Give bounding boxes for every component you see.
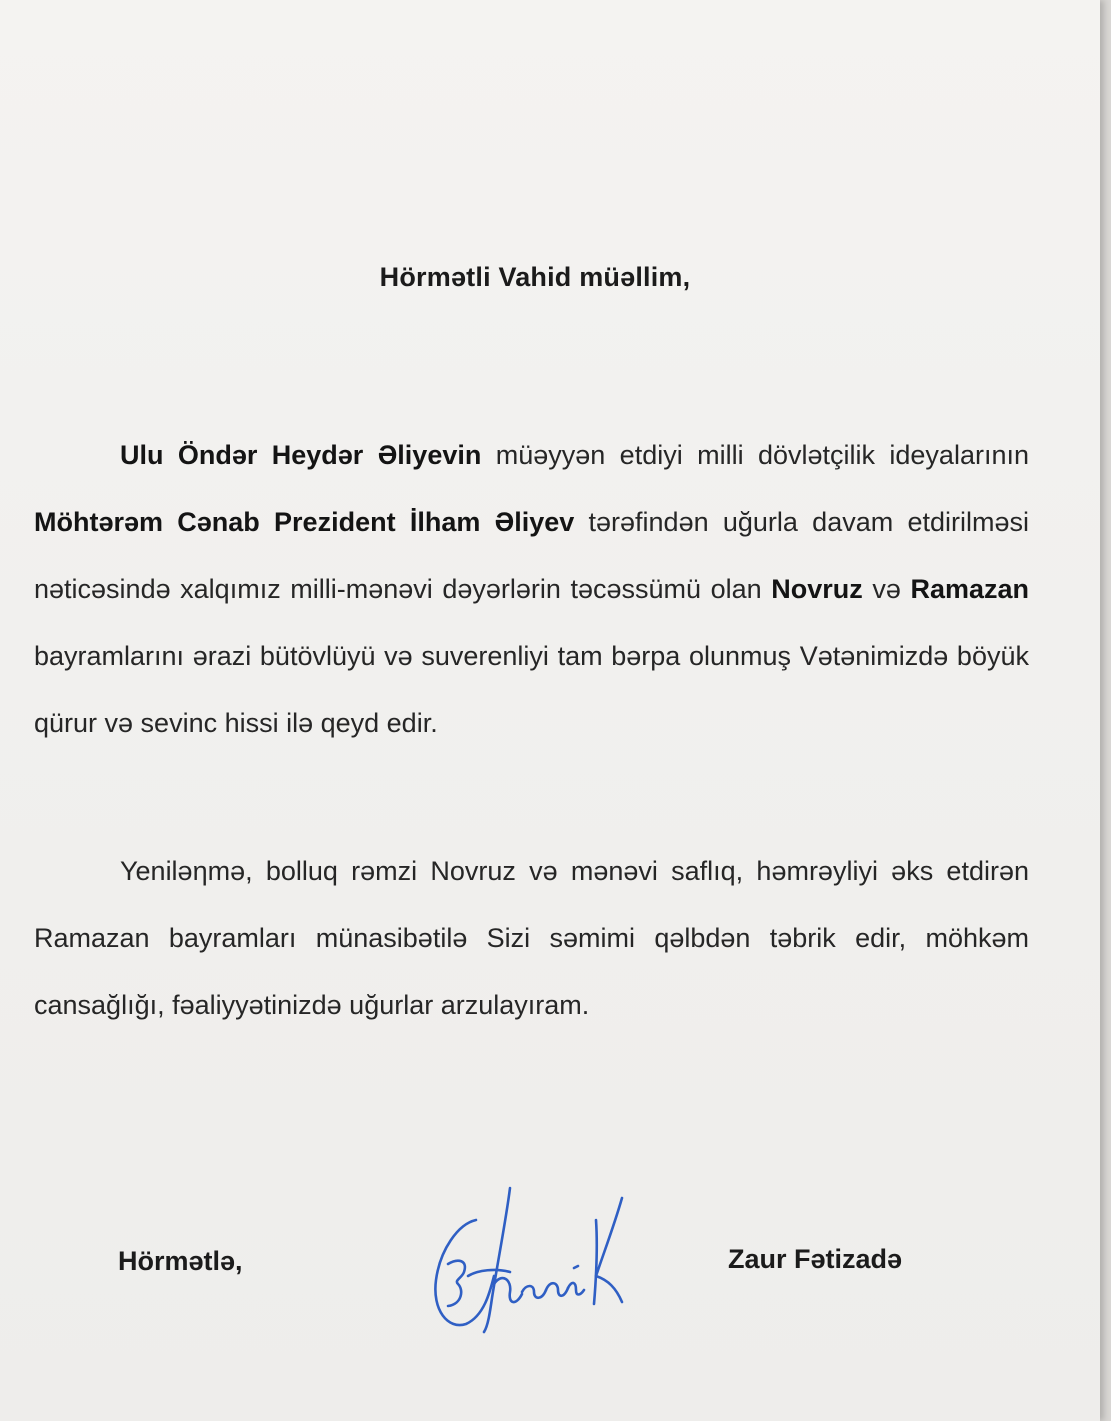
closing-phrase: Hörmətlə, (118, 1246, 243, 1276)
bold-phrase-leader: Ulu Öndər Heydər Əliyevin (120, 440, 482, 470)
bold-word-ramazan: Ramazan (910, 574, 1029, 604)
salutation: Hörmətli Vahid müəllim, (379, 262, 691, 292)
paragraph-1-text-3: və (862, 574, 911, 604)
bold-phrase-president: Möhtərəm Cənab Prezident İlham Əliyev (34, 507, 575, 537)
signer-name: Zaur Fətizadə (728, 1244, 903, 1274)
paragraph-1-text-1: müəyyən etdiyi milli dövlətçilik ideyalarının (481, 440, 1029, 470)
bold-word-novruz: Novruz (771, 574, 863, 604)
signature-image (418, 1180, 638, 1340)
paragraph-1-text-4: bayramlarını ərazi bütövlüyü və suverenliyi tam bərpa olunmuş Vətənimizdə böyük qürur və sevinc hissi ilə qeyd edir. (34, 641, 1029, 738)
paragraph-2: Yeniləηmə, bolluq rəmzi Novruz və mənəvi saflıq, həmrəyliyi əks etdirən Ramazan bayramları münasibətilə Sizi səmimi qəlbdən təbrik edir, möhkəm cansağlığı, fəaliyyətinizdə uğurlar arzulayıram. (34, 856, 1029, 1020)
paragraph-1 (34, 422, 1029, 757)
paragraph-1-text-2: tərəfindən uğurla davam etdirilməsi nəticəsində xalqımız milli-mənəvi dəyərlərin təcəssümü olan (34, 507, 1029, 604)
